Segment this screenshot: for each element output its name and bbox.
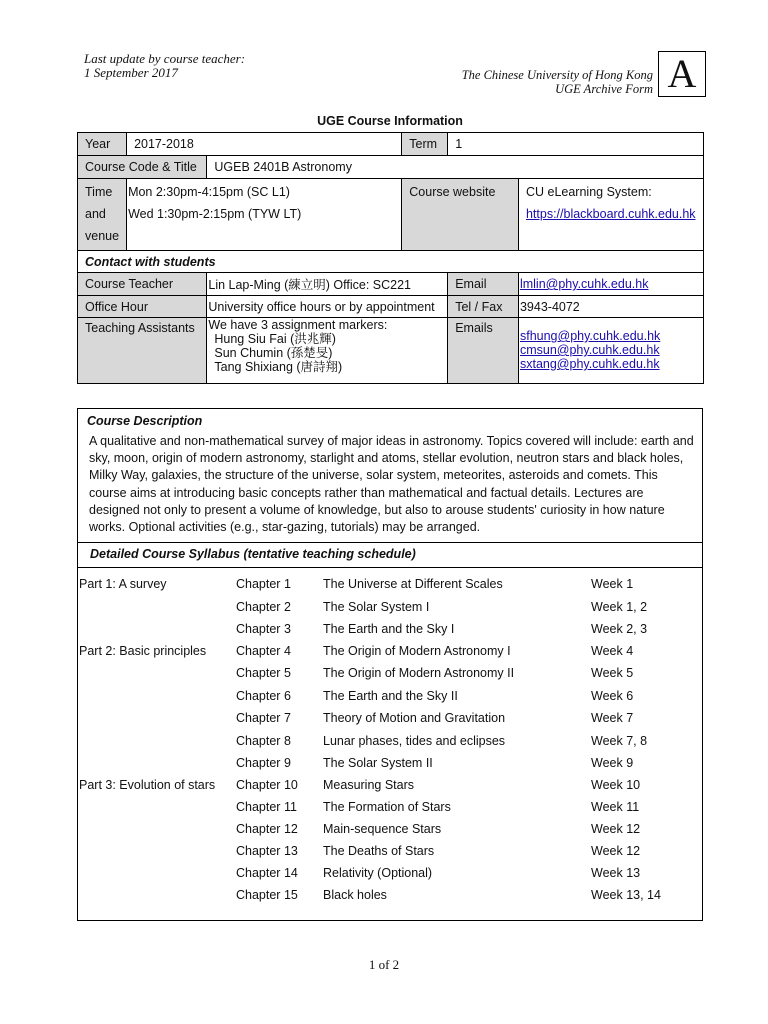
website-label: Course website [402,179,519,251]
year-label: Year [78,133,127,156]
syllabus-topic: The Origin of Modern Astronomy I [323,644,511,658]
university-header [462,68,653,96]
ta-name-1: Hung Siu Fai (洪兆輝) [214,332,336,346]
syllabus-row [78,644,702,662]
syllabus-part: Part 2: Basic principles [79,644,207,658]
syllabus-week: Week 7, 8 [591,734,648,748]
ta-label: Teaching Assistants [78,318,207,384]
course-description-heading: Course Description [87,414,203,428]
website-value [518,179,703,251]
syllabus-week: Week 6 [591,689,634,703]
syllabus-chapter: Chapter 5 [236,666,291,680]
teacher-label: Course Teacher [78,273,207,296]
ta-name-3: Tang Shixiang (唐詩翔) [214,360,343,374]
syllabus-week: Week 5 [591,666,634,680]
form-name: UGE Archive Form [555,82,653,96]
syllabus-heading-bar [78,542,702,568]
syllabus-chapter: Chapter 12 [236,822,298,836]
syllabus-week: Week 1, 2 [591,600,648,614]
time-venue-label [78,179,127,251]
syllabus-topic: Black holes [323,888,387,902]
syllabus-row [78,600,702,618]
teacher-value: Lin Lap-Ming (練立明) Office: SC221 [207,273,448,296]
syllabus-row [78,734,702,752]
university-name: The Chinese University of Hong Kong [461,68,653,82]
term-value: 1 [448,133,704,156]
syllabus-topic: The Solar System I [323,600,430,614]
ta-row [78,318,704,384]
last-update-date: 1 September 2017 [84,65,178,80]
ta-email-link-3[interactable]: sxtang@phy.cuhk.edu.hk [519,357,660,371]
last-update-note [84,52,245,80]
syllabus-row [78,689,702,707]
teacher-email-link[interactable]: lmlin@phy.cuhk.edu.hk [519,277,649,291]
syllabus-row [78,822,702,840]
syllabus-row [78,666,702,684]
ta-email-link-2[interactable]: cmsun@phy.cuhk.edu.hk [519,343,660,357]
page-number: 1 of 2 [368,957,400,972]
syllabus-week: Week 7 [591,711,634,725]
ta-list [207,318,448,384]
website-name: CU eLearning System: [525,185,652,199]
emails-label: Emails [448,318,519,384]
syllabus-topic: The Origin of Modern Astronomy II [323,666,515,680]
time-slot-1: Mon 2:30pm-4:15pm (SC L1) [128,185,290,199]
syllabus-topic: The Deaths of Stars [323,844,435,858]
syllabus-row [78,756,702,774]
course-description-box [77,408,703,921]
syllabus-row [78,711,702,729]
time-label: Time [85,185,113,199]
syllabus-chapter: Chapter 13 [236,844,298,858]
syllabus-week: Week 2, 3 [591,622,648,636]
syllabus-row [78,622,702,640]
syllabus-row [78,888,702,906]
syllabus-chapter: Chapter 8 [236,734,291,748]
syllabus-topic: Measuring Stars [323,778,415,792]
syllabus-topic: The Formation of Stars [323,800,451,814]
teacher-row [78,273,704,296]
syllabus-chapter: Chapter 11 [236,800,297,814]
syllabus-row [78,800,702,818]
office-hour-row [78,296,704,318]
and-label: and [85,207,106,221]
form-letter-box: A [658,51,706,97]
website-link[interactable]: https://blackboard.cuhk.edu.hk [525,207,696,221]
syllabus-chapter: Chapter 14 [236,866,298,880]
email-label: Email [448,273,519,296]
syllabus-chapter: Chapter 3 [236,622,291,636]
syllabus-week: Week 12 [591,844,641,858]
term-label: Term [402,133,448,156]
syllabus-week: Week 10 [591,778,641,792]
venue-label: venue [85,229,120,243]
syllabus-topic: The Earth and the Sky II [323,689,458,703]
syllabus-chapter: Chapter 2 [236,600,291,614]
syllabus-chapter: Chapter 6 [236,689,291,703]
syllabus-part: Part 1: A survey [79,577,167,591]
course-info-table [77,132,704,384]
office-hour-label: Office Hour [78,296,207,318]
syllabus-row [78,866,702,884]
ta-email-link-1[interactable]: sfhung@phy.cuhk.edu.hk [519,329,661,343]
year-value: 2017-2018 [127,133,402,156]
syllabus-heading: Detailed Course Syllabus (tentative teaching schedule) [90,547,416,561]
syllabus-week: Week 4 [591,644,634,658]
tel-label: Tel / Fax [448,296,519,318]
syllabus-row [78,778,702,796]
syllabus-row [78,577,702,595]
year-row [78,133,704,156]
course-code-row [78,156,704,179]
ta-email-list [518,318,703,384]
course-code-value: UGEB 2401B Astronomy [207,156,704,179]
syllabus-week: Week 1 [591,577,634,591]
course-description-text: A qualitative and non-mathematical survey of major ideas in astronomy. Topics covered will include: earth and sky, moon, origin of modern astronomy, starlight and atoms, stellar evolution, neutron stars and black holes, Milky Way, galaxies, the structure of the universe, solar system, meteorites, asteroids and comets. This course aims at introducing basic concepts rather than mathematical and factual details. Lectures are designed not only to present a volume of knowledge, but also to arouse students' curiosity in how nature works. Optional activities (e.g., star-gazing, tutorials) may be arranged. [89,434,694,535]
syllabus-topic: The Solar System II [323,756,433,770]
syllabus-topic: The Earth and the Sky I [323,622,455,636]
contact-heading-row [78,251,704,273]
syllabus-chapter: Chapter 9 [236,756,291,770]
syllabus-chapter: Chapter 7 [236,711,291,725]
time-venue-value [127,179,402,251]
syllabus-week: Week 12 [591,822,641,836]
ta-name-2: Sun Chumin (孫楚旻) [214,346,333,360]
syllabus-week: Week 13, 14 [591,888,661,902]
syllabus-chapter: Chapter 4 [236,644,291,658]
syllabus-row [78,844,702,862]
syllabus-topic: The Universe at Different Scales [323,577,503,591]
syllabus-part: Part 3: Evolution of stars [79,778,216,792]
ta-intro: We have 3 assignment markers: [208,318,388,332]
syllabus-topic: Lunar phases, tides and eclipses [323,734,506,748]
syllabus-chapter: Chapter 15 [236,888,298,902]
last-update-label: Last update by course teacher: [84,51,246,66]
syllabus-topic: Main-sequence Stars [323,822,442,836]
syllabus-week: Week 11 [591,800,640,814]
syllabus-week: Week 9 [591,756,634,770]
tel-value: 3943-4072 [518,296,703,318]
office-hour-value: University office hours or by appointment [207,296,448,318]
course-code-label: Course Code & Title [78,156,207,179]
syllabus-topic: Theory of Motion and Gravitation [323,711,506,725]
time-row [78,179,704,251]
syllabus-chapter: Chapter 10 [236,778,298,792]
syllabus-week: Week 13 [591,866,641,880]
page-title: UGE Course Information [317,114,463,128]
syllabus-topic: Relativity (Optional) [323,866,433,880]
time-slot-2: Wed 1:30pm-2:15pm (TYW LT) [128,207,302,221]
contact-heading: Contact with students [78,251,704,273]
syllabus-chapter: Chapter 1 [236,577,291,591]
